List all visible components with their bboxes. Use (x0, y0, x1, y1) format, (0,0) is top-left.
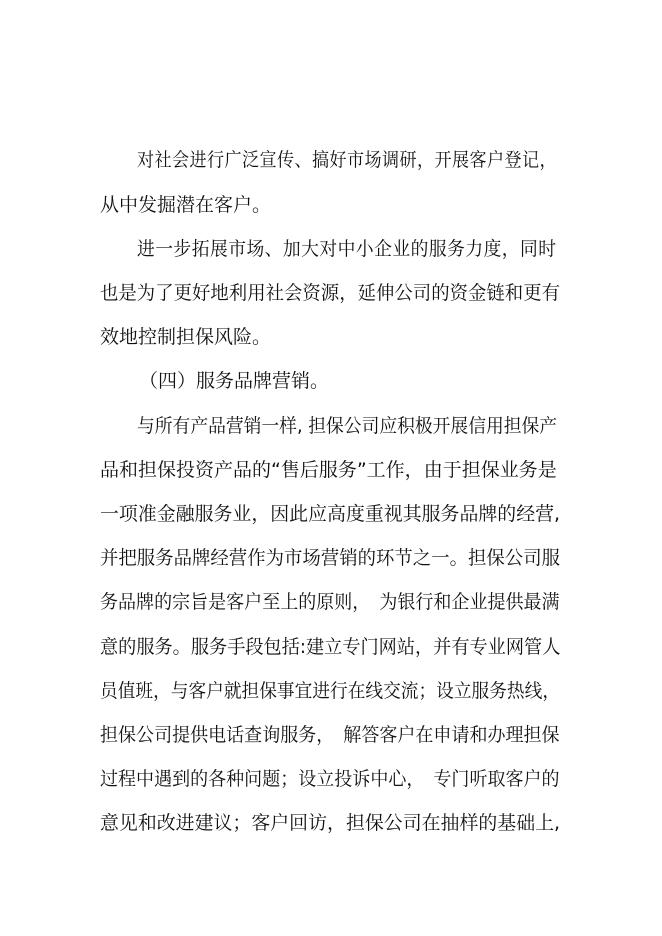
text-line: 意的服务。服务手段包括:建立专门网站，并有专业网管人 (100, 636, 561, 658)
text-line: 品和担保投资产品的“售后服务”工作，由于担保业务是 (100, 459, 557, 481)
text-line: 员值班，与客户就担保事宜进行在线交流；设立服务热线， (100, 680, 561, 702)
text-line: 过程中遇到的各种问题；设立投诉中心， 专门听取客户的 (100, 768, 560, 790)
text-line: 担保公司提供电话查询服务， 解答客户在申请和办理担保 (100, 724, 560, 746)
text-line: 并把服务品牌经营作为市场营销的环节之一。担保公司服 (100, 547, 561, 569)
text-line: 进一步拓展市场、加大对中小企业的服务力度，同时 (137, 238, 557, 260)
text-line: 也是为了更好地利用社会资源，延伸公司的资金链和更有 (100, 282, 561, 304)
text-line: 务品牌的宗旨是客户至上的原则， 为银行和企业提供最满 (100, 591, 560, 613)
text-line: 效地控制担保风险。 (100, 326, 272, 348)
text-line: 一项准金融服务业，因此应高度重视其服务品牌的经营, (100, 503, 561, 525)
section-heading: （四）服务品牌营销。 (139, 370, 330, 392)
text-line: 从中发掘潜在客户。 (100, 194, 272, 216)
text-line: 与所有产品营销一样, 担保公司应积极开展信用担保产 (137, 415, 558, 437)
text-line: 对社会进行广泛宣传、搞好市场调研，开展客户登记， (137, 149, 557, 171)
text-line: 意见和改进建议；客户回访，担保公司在抽样的基础上, (100, 812, 561, 834)
